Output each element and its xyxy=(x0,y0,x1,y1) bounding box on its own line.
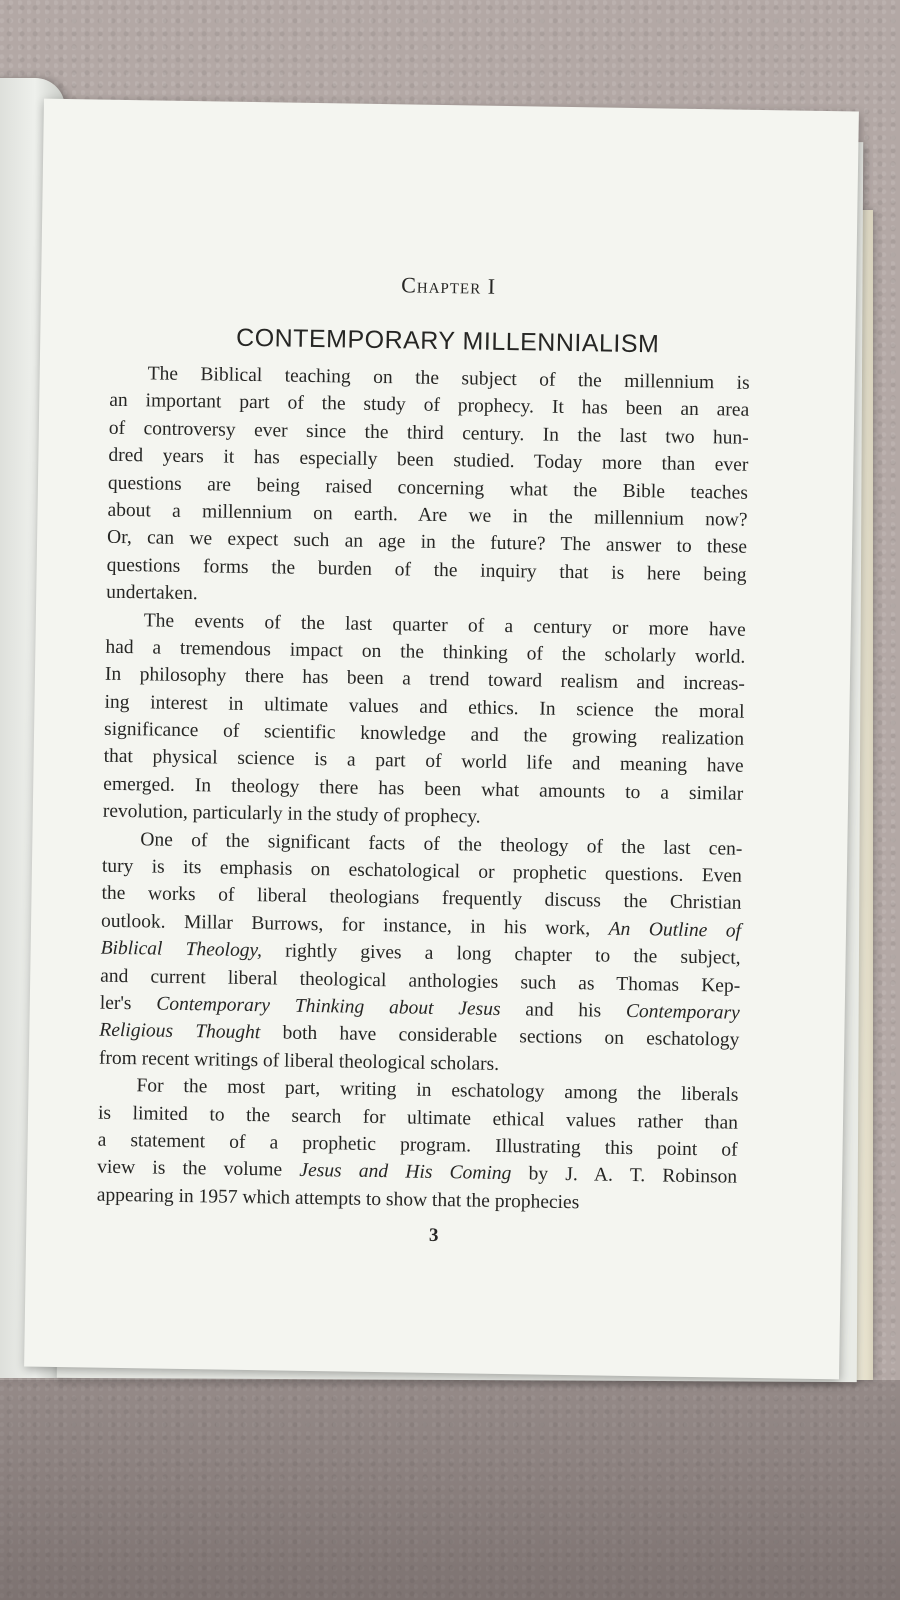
text-line: ler's Contemporary Thinking about Jesus and his Contemporary xyxy=(99,992,740,1024)
text-line: revolution, particularly in the study of prophecy. xyxy=(102,800,481,828)
text-line: is limited to the search for ultimate ethical values rather than xyxy=(97,1102,739,1134)
text-line: Biblical Theology, rightly gives a long chapter to the subject, xyxy=(100,937,741,969)
book-page xyxy=(24,99,859,1380)
page-number: 3 xyxy=(428,1224,439,1247)
text-line: The events of the last quarter of a century or more have xyxy=(143,609,746,641)
text-line: undertaken. xyxy=(106,581,198,605)
text-line: For the most part, writing in eschatology among the liberals xyxy=(136,1075,739,1106)
text-line: appearing in 1957 which attempts to show that the prophecies xyxy=(96,1184,580,1213)
text-line: that physical science is a part of world life and meaning have xyxy=(103,746,744,778)
text-line: In philosophy there has been a trend toward realism and increas- xyxy=(104,664,746,696)
paragraph xyxy=(97,1072,739,1219)
chapter-title: CONTEMPORARY MILLENNIALISM xyxy=(235,323,660,359)
text-line: outlook. Millar Burrows, for instance, in his work, An Outline of xyxy=(100,910,742,942)
paragraph xyxy=(103,606,746,835)
text-line: questions forms the burden of the inquiry that is here being xyxy=(106,554,747,586)
text-line: dred years it has especially been studied. Today more than ever xyxy=(108,444,749,476)
text-line: the works of liberal theologians frequently discuss the Christian xyxy=(101,883,742,915)
text-line: emerged. In theology there has been what amounts to a similar xyxy=(103,773,744,805)
text-line: of controversy ever since the third century. In the last two hun- xyxy=(108,417,749,449)
text-line: tury is its emphasis on eschatological or prophetic questions. Even xyxy=(101,855,743,887)
text-line: and current liberal theological anthologies such as Thomas Kep- xyxy=(100,965,741,997)
text-line: Religious Thought both have considerable sections on eschatology xyxy=(99,1020,740,1052)
text-line: view is the volume Jesus and His Coming by J. A. T. Robinson xyxy=(97,1156,738,1189)
text-line: about a millennium on earth. Are we in the millennium now? xyxy=(107,499,748,531)
text-line: from recent writings of liberal theological scholars. xyxy=(98,1047,500,1075)
text-line: ing interest in ultimate values and ethics. In science the moral xyxy=(104,691,745,723)
text-line: significance of scientific knowledge and the growing realization xyxy=(103,718,745,750)
body-text xyxy=(97,360,750,1219)
paragraph xyxy=(106,360,750,617)
text-line: had a tremendous impact on the thinking of the scholarly world. xyxy=(105,636,746,668)
text-line: questions are being raised concerning what the Bible teaches xyxy=(107,472,749,504)
chapter-heading xyxy=(41,267,856,306)
text-line: Or, can we expect such an age in the future? The answer to these xyxy=(106,527,748,559)
chapter-label: Chapter I xyxy=(401,272,497,299)
text-line: an important part of the study of prophecy. It has been an area xyxy=(109,390,750,422)
carpet-background xyxy=(0,1380,900,1600)
text-line: The Biblical teaching on the subject of the millennium is xyxy=(147,363,750,394)
paragraph xyxy=(99,825,743,1082)
text-line: a statement of a prophetic program. Illustrating this point of xyxy=(97,1129,738,1161)
text-line: One of the significant facts of the theology of the last cen- xyxy=(140,828,743,860)
